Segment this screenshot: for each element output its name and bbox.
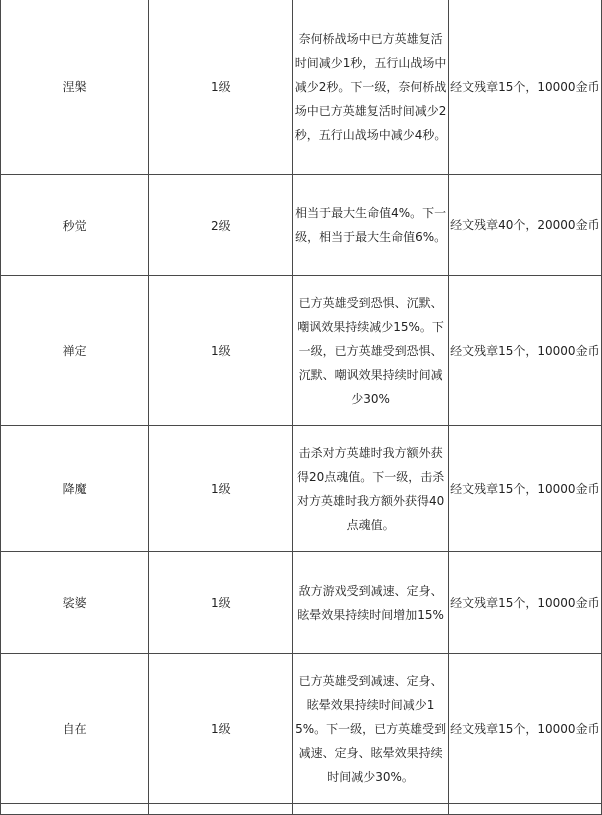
table-row (1, 276, 602, 426)
talent-effect (293, 175, 448, 276)
talent-cost-text: 经文残章15个，10000金币 (450, 343, 600, 358)
talent-name: 涅槃 (1, 0, 149, 175)
talent-cost-text: 经文残章15个，10000金币 (450, 79, 600, 94)
table-row (1, 426, 602, 552)
talent-name: 降魔 (1, 426, 149, 552)
talent-cost (448, 175, 601, 276)
empty-cell (448, 804, 601, 815)
talent-level: 2级 (149, 175, 293, 276)
table-row (1, 175, 602, 276)
talent-effect (293, 276, 448, 426)
talent-effect (293, 0, 448, 175)
talent-name: 裟婆 (1, 552, 149, 654)
talent-level: 1级 (149, 552, 293, 654)
talent-effect (293, 654, 448, 804)
talent-effect-text: 奈何桥战场中已方英雄复活时间减少1秒，五行山战场中减少2秒。下一级，奈何桥战场中已方英雄复活时间减少2秒，五行山战场中减少4秒。 (294, 31, 447, 142)
talent-cost-text: 经文残章40个，20000金币 (450, 218, 600, 232)
table-row (1, 654, 602, 804)
talent-cost-text: 经文残章15个，10000金币 (450, 595, 600, 610)
empty-cell (293, 804, 448, 815)
talent-cost (448, 276, 601, 426)
talent-cost-text: 经文残章15个，10000金币 (450, 481, 600, 496)
talent-level: 1级 (149, 654, 293, 804)
talent-cost (448, 426, 601, 552)
talent-effect-text: 已方英雄受到恐惧、沉默、嘲讽效果持续减少15%。下一级，已方英雄受到恐惧、沉默、嘲讽效果持续时间减少30% (297, 295, 444, 406)
talent-effect-text: 敌方游戏受到减速、定身、眩晕效果持续时间增加15% (297, 583, 444, 622)
table-row (1, 0, 602, 175)
talent-effect (293, 426, 448, 552)
talent-name: 秒觉 (1, 175, 149, 276)
table-row (1, 552, 602, 654)
talent-cost (448, 0, 601, 175)
talent-effect-text: 已方英雄受到减速、定身、眩晕效果持续时间减少15%。下一级，已方英雄受到减速、定身、眩晕效果持续时间减少30%。 (295, 673, 447, 784)
empty-cell (1, 804, 149, 815)
talent-effect-text: 相当于最大生命值4%。下一级，相当于最大生命值6%。 (295, 206, 447, 244)
talent-effect-text: 击杀对方英雄时我方额外获得20点魂值。下一级，击杀对方英雄时我方额外获得40点魂值。 (296, 445, 445, 532)
talent-level: 1级 (149, 426, 293, 552)
table-row-partial (1, 804, 602, 815)
talent-name: 自在 (1, 654, 149, 804)
talent-effect (293, 552, 448, 654)
talent-cost (448, 552, 601, 654)
empty-cell (149, 804, 293, 815)
talent-level: 1级 (149, 276, 293, 426)
talent-level: 1级 (149, 0, 293, 175)
talent-cost (448, 654, 601, 804)
talent-name: 禅定 (1, 276, 149, 426)
talent-cost-text: 经文残章15个，10000金币 (450, 721, 600, 736)
